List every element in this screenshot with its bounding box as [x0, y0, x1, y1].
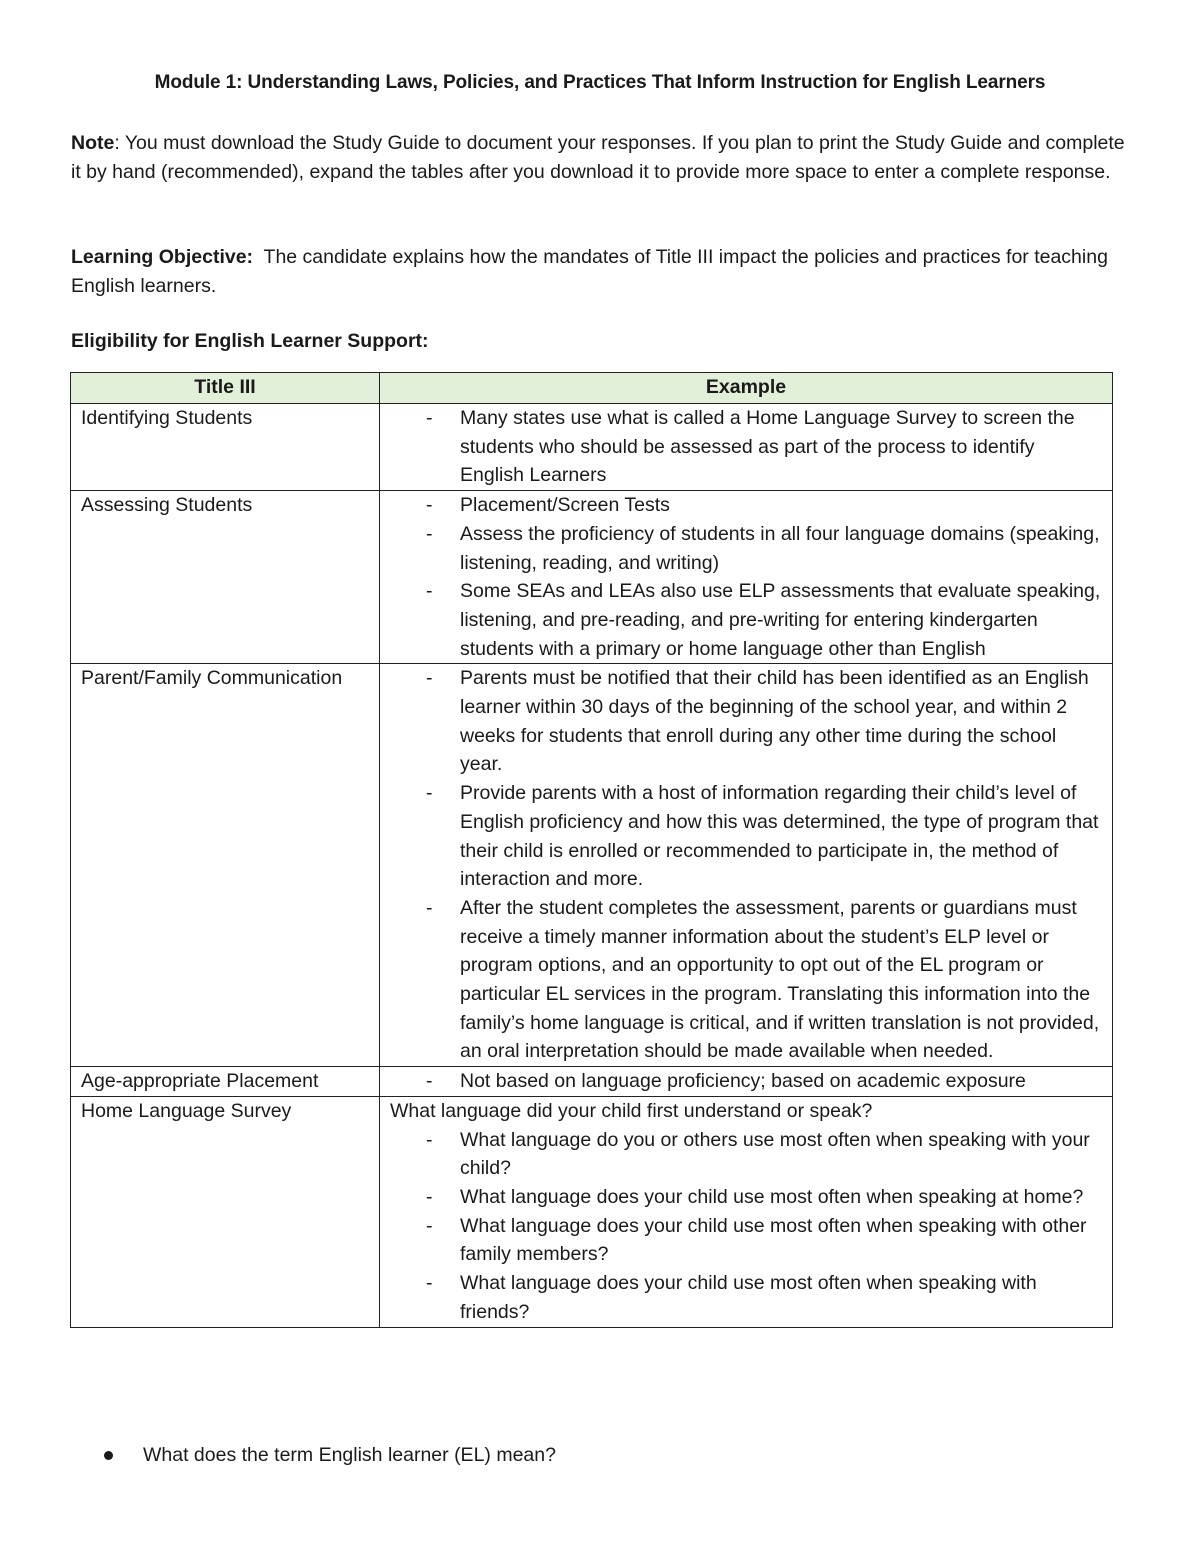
example-list-item: - Some SEAs and LEAs also use ELP assessments that evaluate speaking, listening, and pre-reading, and pre-writing for entering kindergarten students with a primary or home language other than English [390, 577, 1102, 663]
example-list [390, 491, 1102, 663]
table-body [71, 404, 1113, 1328]
table-row [71, 1067, 1113, 1097]
example-list-item: - Placement/Screen Tests [390, 491, 1102, 520]
learning-objective-paragraph [71, 243, 1131, 301]
table-row [71, 664, 1113, 1067]
row-example-cell [380, 664, 1113, 1067]
bullet-icon [104, 1451, 113, 1460]
row-example-cell [380, 404, 1113, 491]
note-text: : You must download the Study Guide to document your responses. If you plan to print the Study Guide and complete it by hand (recommended), expand the tables after you download it to provide more space to enter a complete response. [71, 132, 1125, 183]
note-label: Note [71, 132, 115, 154]
page-title: Module 1: Understanding Laws, Policies, and Practices That Inform Instruction for English Learners [154, 72, 1046, 93]
learning-objective-text: The candidate explains how the mandates of Title III impact the policies and practices for teaching English learners. [71, 246, 1114, 297]
section-heading: Eligibility for English Learner Support: [71, 330, 429, 352]
example-list [390, 664, 1102, 1066]
example-list-item: - Provide parents with a host of information regarding their child’s level of English proficiency and how this was determined, the type of program that their child is enrolled or recommended to participate in, the method of interaction and more. [390, 779, 1102, 894]
example-list-item: - What language does your child use most often when speaking at home? [390, 1183, 1102, 1212]
row-title-cell: Home Language Survey [71, 1096, 380, 1327]
row-example-cell [380, 491, 1113, 664]
table-row [71, 404, 1113, 491]
table-header-row [71, 373, 1113, 404]
row-title-cell: Assessing Students [71, 491, 380, 664]
column-header-title-iii: Title III [71, 373, 380, 404]
example-intro-text: What language did your child first understand or speak? [390, 1099, 873, 1122]
example-list-item: - After the student completes the assessment, parents or guardians must receive a timely manner information about the student’s ELP level or program options, and an opportunity to opt out of the EL program or particular EL services in the program. Translating this information into the family’s home language is critical, and if written translation is not provided, an oral interpretation should be made available when needed. [390, 894, 1102, 1066]
table-row [71, 1096, 1113, 1327]
row-example-cell [380, 1067, 1113, 1097]
row-title-cell: Age-appropriate Placement [71, 1067, 380, 1097]
example-list [390, 404, 1102, 490]
column-header-example: Example [380, 373, 1113, 404]
learning-objective-label: Learning Objective: [71, 246, 254, 268]
example-list-item: - Assess the proficiency of students in all four language domains (speaking, listening, reading, and writing) [390, 520, 1102, 577]
eligibility-table [70, 372, 1113, 1328]
example-list-item: - What language does your child use most often when speaking with other family members? [390, 1212, 1102, 1269]
question-list-item [100, 1444, 556, 1467]
note-paragraph [71, 129, 1131, 187]
example-list-item: - Many states use what is called a Home Language Survey to screen the students who should be assessed as part of the process to identify English Learners [390, 404, 1102, 490]
example-list-item: - What language do you or others use most often when speaking with your child? [390, 1126, 1102, 1183]
example-list-item: - Not based on language proficiency; based on academic exposure [390, 1067, 1102, 1096]
example-list [390, 1126, 1102, 1327]
row-title-cell: Identifying Students [71, 404, 380, 491]
example-list-item: - What language does your child use most often when speaking with friends? [390, 1269, 1102, 1326]
example-list [390, 1067, 1102, 1096]
row-title-cell: Parent/Family Communication [71, 664, 380, 1067]
example-list-item: - Parents must be notified that their child has been identified as an English learner within 30 days of the beginning of the school year, and within 2 weeks for students that enroll during any other time during the school year. [390, 664, 1102, 779]
row-example-cell [380, 1096, 1113, 1327]
table-row [71, 491, 1113, 664]
question-text: What does the term English learner (EL) mean? [143, 1444, 556, 1466]
